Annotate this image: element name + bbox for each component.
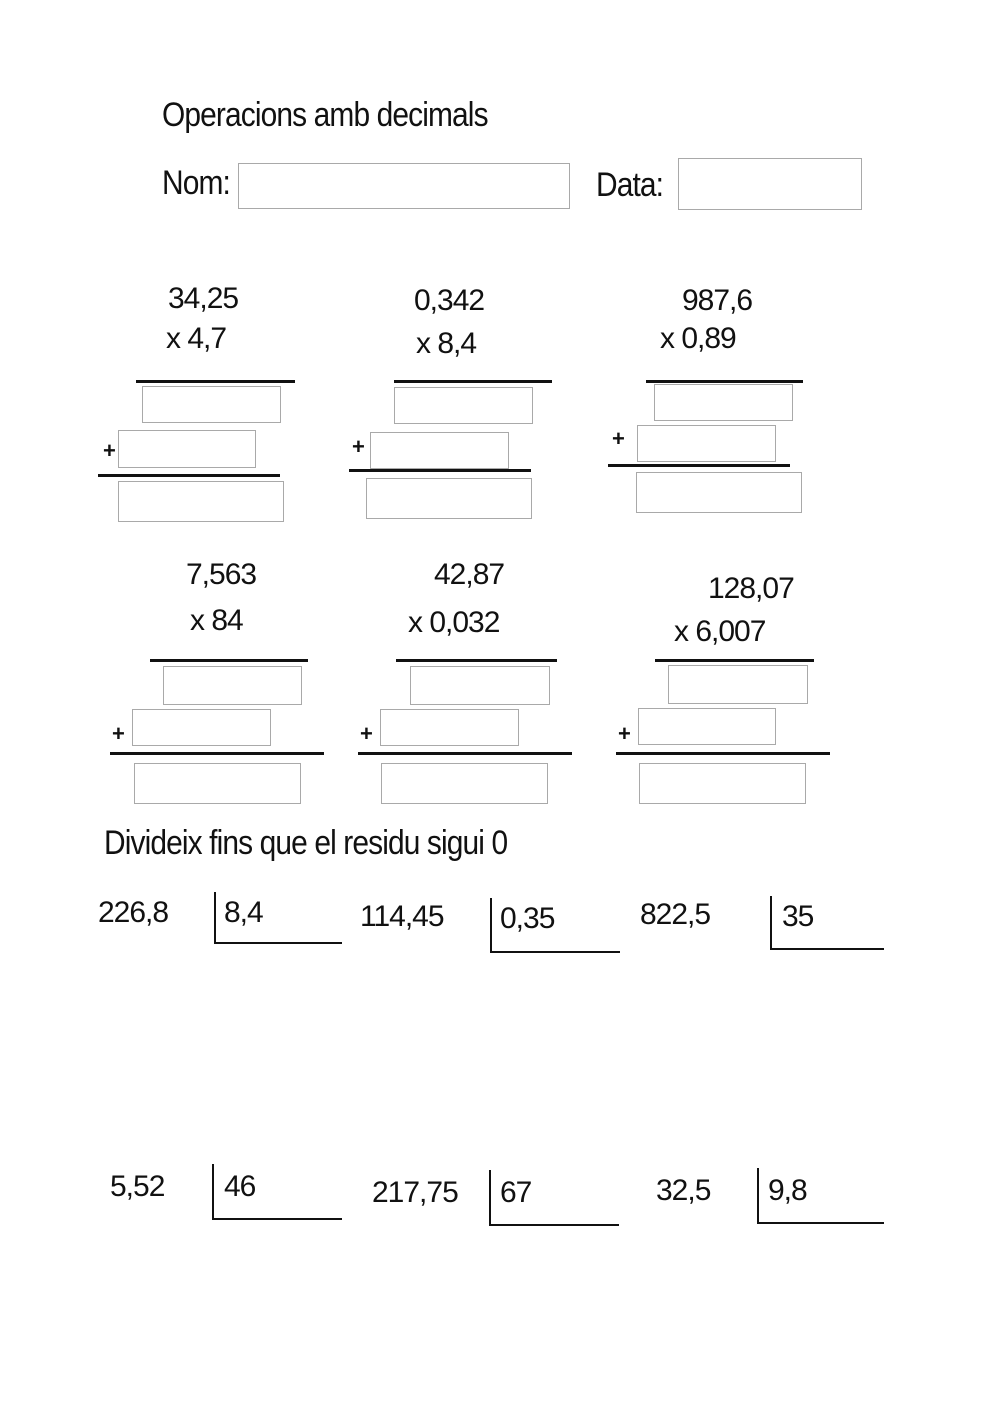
partial-product-1-field[interactable] (163, 666, 302, 705)
sum-line (358, 752, 572, 755)
multiplicand: 42,87 (434, 558, 505, 591)
multiplicand: 7,563 (186, 558, 257, 591)
dividend: 5,52 (110, 1170, 165, 1203)
sum-line (110, 752, 324, 755)
dividend: 226,8 (98, 896, 169, 929)
multiplier: x 0,89 (660, 322, 736, 355)
plus-sign: + (103, 438, 116, 463)
sum-line (608, 464, 790, 467)
partial-product-2-field[interactable] (370, 432, 509, 469)
multiplier: x 84 (190, 604, 243, 637)
multiplier: x 6,007 (674, 615, 766, 648)
product-field[interactable] (134, 763, 301, 804)
date-label: Data: (596, 166, 664, 204)
plus-sign: + (612, 426, 625, 451)
multiplicand: 987,6 (682, 284, 753, 317)
name-label: Nom: (162, 164, 230, 202)
partial-product-2-field[interactable] (118, 430, 256, 468)
date-field[interactable] (678, 158, 862, 210)
sum-line (616, 752, 830, 755)
dividend: 822,5 (640, 898, 711, 931)
divisor: 8,4 (224, 896, 263, 929)
multiplier: x 8,4 (416, 327, 477, 360)
plus-sign: + (360, 721, 373, 746)
divisor: 67 (500, 1176, 532, 1209)
name-field[interactable] (238, 163, 570, 209)
partial-product-1-field[interactable] (668, 665, 808, 704)
partial-product-1-field[interactable] (654, 384, 793, 421)
division-instruction: Divideix fins que el residu sigui 0 (104, 824, 508, 862)
partial-product-1-field[interactable] (394, 387, 533, 424)
result-line (150, 659, 308, 662)
sum-line (98, 474, 280, 477)
partial-product-1-field[interactable] (142, 386, 281, 423)
multiplier: x 4,7 (166, 322, 227, 355)
page-title: Operacions amb decimals (162, 96, 488, 134)
dividend: 32,5 (656, 1174, 711, 1207)
product-field[interactable] (118, 481, 284, 522)
multiplicand: 128,07 (708, 572, 794, 605)
result-line (655, 659, 814, 662)
product-field[interactable] (366, 478, 532, 519)
product-field[interactable] (639, 763, 806, 804)
multiplier: x 0,032 (408, 606, 500, 639)
partial-product-1-field[interactable] (410, 666, 550, 705)
sum-line (349, 469, 531, 472)
divisor: 46 (224, 1170, 256, 1203)
result-line (396, 659, 557, 662)
divisor: 0,35 (500, 902, 555, 935)
dividend: 114,45 (360, 900, 444, 933)
partial-product-2-field[interactable] (638, 708, 776, 745)
result-line (646, 380, 803, 383)
plus-sign: + (352, 434, 365, 459)
result-line (136, 380, 295, 383)
result-line (394, 380, 552, 383)
plus-sign: + (112, 721, 125, 746)
multiplicand: 34,25 (168, 282, 239, 315)
partial-product-2-field[interactable] (132, 709, 271, 746)
partial-product-2-field[interactable] (637, 425, 776, 462)
product-field[interactable] (636, 472, 802, 513)
partial-product-2-field[interactable] (380, 709, 519, 746)
divisor: 9,8 (768, 1174, 807, 1207)
multiplicand: 0,342 (414, 284, 485, 317)
divisor: 35 (782, 900, 814, 933)
plus-sign: + (618, 721, 631, 746)
dividend: 217,75 (372, 1176, 458, 1209)
product-field[interactable] (381, 763, 548, 804)
